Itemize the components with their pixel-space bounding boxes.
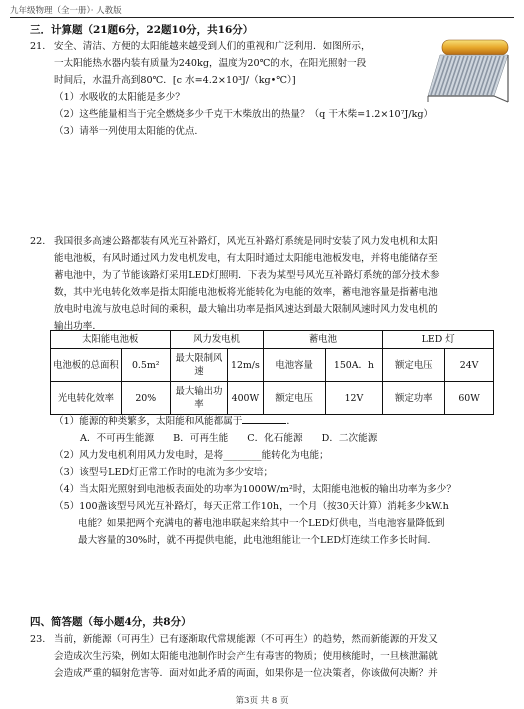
question-22-part-1-end: ． bbox=[286, 416, 296, 427]
table-row bbox=[51, 349, 494, 382]
question-22-intro-5: 放电时电流与放电总时间的乘积，最大输出功率是指风速达到最大限制风速时风力发电机的 bbox=[54, 304, 438, 315]
question-22-part-3: （3）该型号LED灯正常工作时的电流为多少安培； bbox=[54, 467, 274, 478]
question-22-intro-6: 输出功率． bbox=[54, 321, 102, 332]
question-22-part-5-line-2: 电能？如果把两个充满电的蓄电池串联起来给其中一个LED灯供电，当电池容量降低到 bbox=[78, 518, 445, 529]
table-cell: 12m/s bbox=[228, 349, 263, 382]
question-22-intro-3: 蓄电池中，为了节能该路灯采用LED灯照明．下表为某型号风光互补路灯系统的部分技术参 bbox=[54, 270, 440, 281]
table-cell: 0.5m² bbox=[121, 349, 170, 382]
question-number: 22. bbox=[30, 236, 46, 247]
question-22-part-5-line-3: 最大容量的30%时，就不再提供电能，此电池组能让一个LED灯连续工作多长时间. bbox=[78, 535, 431, 546]
page-footer: 第3页 共 8 页 bbox=[235, 696, 289, 706]
question-23-line-1: 当前，新能源（可再生）已有逐渐取代常规能源（不可再生）的趋势，然而新能源的开发又 bbox=[54, 634, 438, 645]
question-21-line-2: 一太阳能热水器内装有质量为240kg，温度为20℃的水，在阳光照射一段 bbox=[54, 58, 367, 69]
question-22-part-2: （2）风力发电机利用风力发电时，是将________能转化为电能； bbox=[54, 450, 329, 461]
option-a: A．不可再生能源 bbox=[80, 433, 155, 444]
question-22-part-5-line-1: （5）100盏该型号风光互补路灯，每天正常工作10h，一个月（按30天计算）消耗多少kW.h bbox=[54, 501, 449, 512]
option-c: C．化石能源 bbox=[247, 433, 303, 444]
table-cell: 额定电压 bbox=[263, 382, 325, 415]
question-22-part-1 bbox=[54, 413, 500, 430]
question-22-intro-4: 数，其中光电转化效率是指太阳能电池板将光能转化为电能的效率，蓄电池容量是指蓄电池 bbox=[54, 287, 438, 298]
section-3-title: 三．计算题（21题6分，22题10分，共16分） bbox=[30, 24, 254, 36]
spec-table bbox=[50, 330, 494, 415]
question-23 bbox=[30, 631, 500, 682]
table-header: 太阳能电池板 bbox=[51, 331, 171, 349]
question-22-part-4: （4）当太阳光照射到电池板表面处的功率为1000W/m²时，太阳能电池板的输出功率为多少？ bbox=[54, 484, 456, 495]
answer-blank[interactable] bbox=[242, 413, 286, 424]
question-23-line-2: 会造成次生污染，例如太阳能电池制作时会产生有毒害的物质；使用核能时，一旦核泄漏就 bbox=[54, 651, 438, 662]
option-b: B．可再生能 bbox=[173, 433, 229, 444]
question-23-line-3: 会造成严重的辐射危害等．面对如此矛盾的両面，如果你是一位决策者，你该做何决断？并 bbox=[54, 668, 438, 679]
question-21-part-2: （2）这些能量相当于完全燃烧多少千克干木柴放出的热量？（q 干木柴=1.2×10⁷J/kg） bbox=[54, 109, 434, 120]
table-cell: 最大限制风速 bbox=[170, 349, 228, 382]
page-header: 九年级物理（全一册）· 人教版 bbox=[10, 6, 122, 16]
question-22-part-1-text: （1）能源的种类繁多，太阳能和风能都属于 bbox=[54, 416, 243, 427]
table-cell: 额定电压 bbox=[383, 349, 445, 382]
table-cell: 150A．h bbox=[325, 349, 383, 382]
question-21-part-3: （3）请举一列使用太阳能的优点. bbox=[54, 126, 198, 137]
question-21-part-1: （1）水吸收的太阳能是多少？ bbox=[54, 92, 185, 103]
table-header: LED 灯 bbox=[383, 331, 494, 349]
table-cell: 12V bbox=[325, 382, 383, 415]
question-22-options bbox=[80, 430, 500, 447]
table-cell: 电池容量 bbox=[263, 349, 325, 382]
table-cell: 光电转化效率 bbox=[51, 382, 122, 415]
table-cell: 400W bbox=[228, 382, 263, 415]
question-number: 21. bbox=[30, 41, 46, 52]
question-22-intro-1: 我国很多高速公路都装有风光互补路灯，风光互补路灯系统是同时安装了风力发电机和太阳 bbox=[54, 236, 438, 247]
table-cell: 24V bbox=[445, 349, 494, 382]
table-cell: 最大输出功率 bbox=[170, 382, 228, 415]
question-22-parts bbox=[30, 413, 500, 549]
table-cell: 20% bbox=[121, 382, 170, 415]
question-22-intro-2: 能电池板，有风时通过风力发电机发电，有太阳时通过太阳能电池板发电，并将电能储存至 bbox=[54, 253, 438, 264]
solar-water-heater-image bbox=[420, 36, 514, 108]
header-divider bbox=[10, 17, 514, 18]
table-cell: 额定功率 bbox=[383, 382, 445, 415]
table-row bbox=[51, 382, 494, 415]
question-number: 23. bbox=[30, 634, 46, 645]
table-header: 风力发电机 bbox=[170, 331, 263, 349]
question-21-line-3: 时间后，水温升高到80℃．[c 水=4.2×10³J/（kg•℃）] bbox=[54, 75, 296, 86]
table-header-row bbox=[51, 331, 494, 349]
option-d: D．二次能源 bbox=[321, 433, 378, 444]
section-4-title: 四、简答题（每小题4分，共8分） bbox=[30, 616, 192, 628]
question-22 bbox=[30, 233, 500, 335]
table-cell: 电池板的总面积 bbox=[51, 349, 122, 382]
question-21-line-1: 安全、清洁、方便的太阳能越来越受到人们的重视和广泛利用．如图所示， bbox=[54, 41, 371, 52]
table-header: 蓄电池 bbox=[263, 331, 383, 349]
question-21 bbox=[30, 38, 434, 140]
table-cell: 60W bbox=[445, 382, 494, 415]
